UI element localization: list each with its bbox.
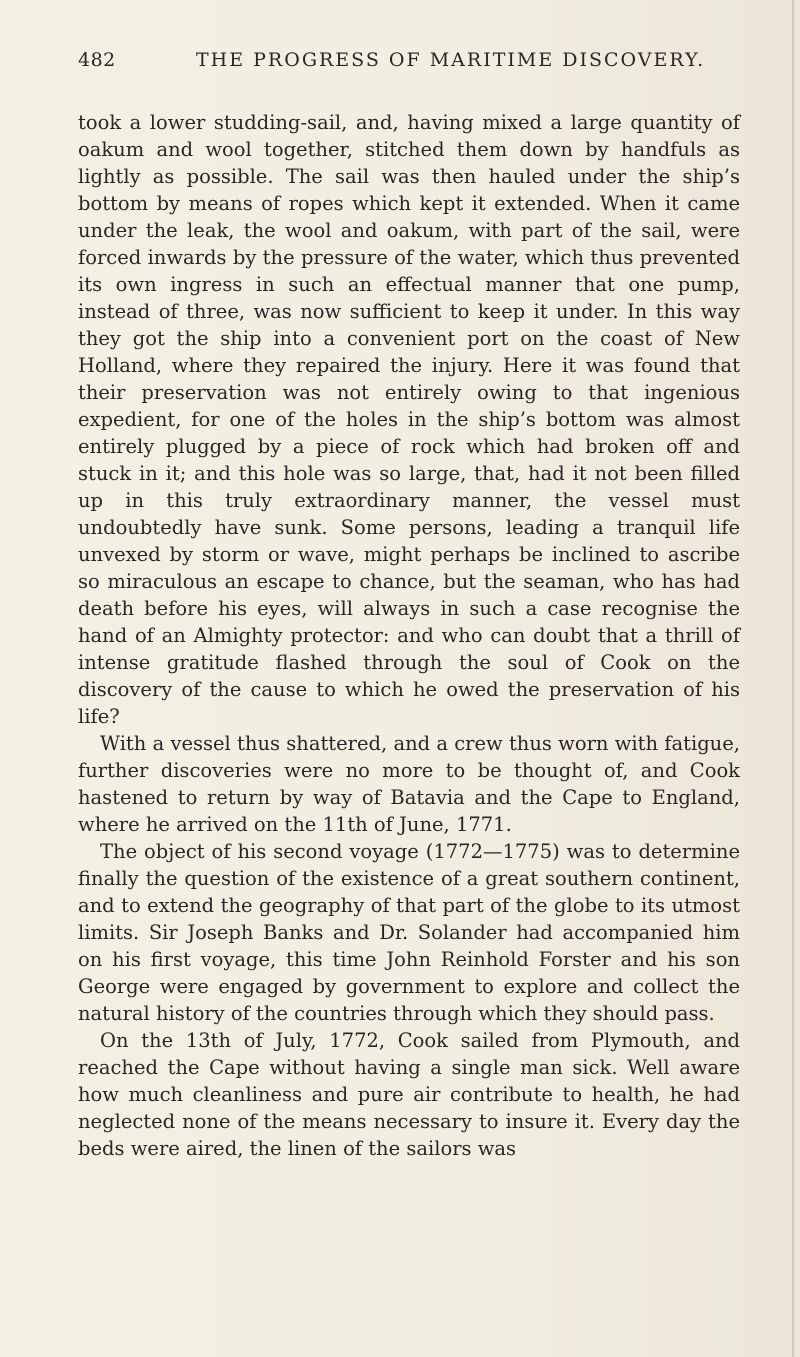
running-head: THE PROGRESS OF MARITIME DISCOVERY. (196, 49, 706, 71)
page-header (78, 49, 754, 79)
body-text (78, 109, 740, 1162)
page-number: 482 (78, 49, 116, 71)
paragraph-2: With a vessel thus shattered, and a crew thus worn with fatigue, further discoveries were no more to be thought of, and Cook hastened to return by way of Batavia and the Cape to England, where he arrived on the 11th of June, 1771. (78, 732, 740, 836)
page-edge (792, 0, 794, 1357)
paragraph-1: took a lower studding-sail, and, having mixed a large quantity of oakum and wool together, stitched them down by handfuls as lightly as possible. The sail was then hauled under the ship’s bottom by means of ropes which kept it extended. When it came under the leak, the wool and oakum, with part of the sail, were forced inwards by the pressure of the water, which thus prevented its own ingress in such an effectual manner that one pump, instead of three, was now sufficient to keep it under. In this way they got the ship into a convenient port on the coast of New Holland, where they repaired the injury. Here it was found that their preservation was not entirely owing to that ingenious expedient, for one of the holes in the ship’s bottom was almost entirely plugged by a piece of rock which had broken off and stuck in it; and this hole was so large, that, had it not been filled up in this truly extraordinary manner, the vessel must undoubtedly have sunk. Some persons, leading a tranquil life unvexed by storm or wave, might perhaps be inclined to ascribe so miraculous an escape to chance, but the seaman, who has had death before his eyes, will always in such a case recognise the hand of an Almighty protector: and who can doubt that a thrill of intense gratitude flashed through the soul of Cook on the discovery of the cause to which he owed the preservation of his life? (78, 111, 740, 728)
paragraph-3: The object of his second voyage (1772—1775) was to determine finally the question of the existence of a great southern continent, and to extend the geography of that part of the globe to its utmost limits. Sir Joseph Banks and Dr. Solander had accompanied him on his first voyage, this time John Reinhold Forster and his son George were engaged by government to explore and collect the natural history of the countries through which they should pass. (78, 840, 740, 1025)
paragraph-4: On the 13th of July, 1772, Cook sailed from Plymouth, and reached the Cape without having a single man sick. Well aware how much cleanliness and pure air contribute to health, he had neglected none of the means necessary to insure it. Every day the beds were aired, the linen of the sailors was (78, 1029, 740, 1160)
